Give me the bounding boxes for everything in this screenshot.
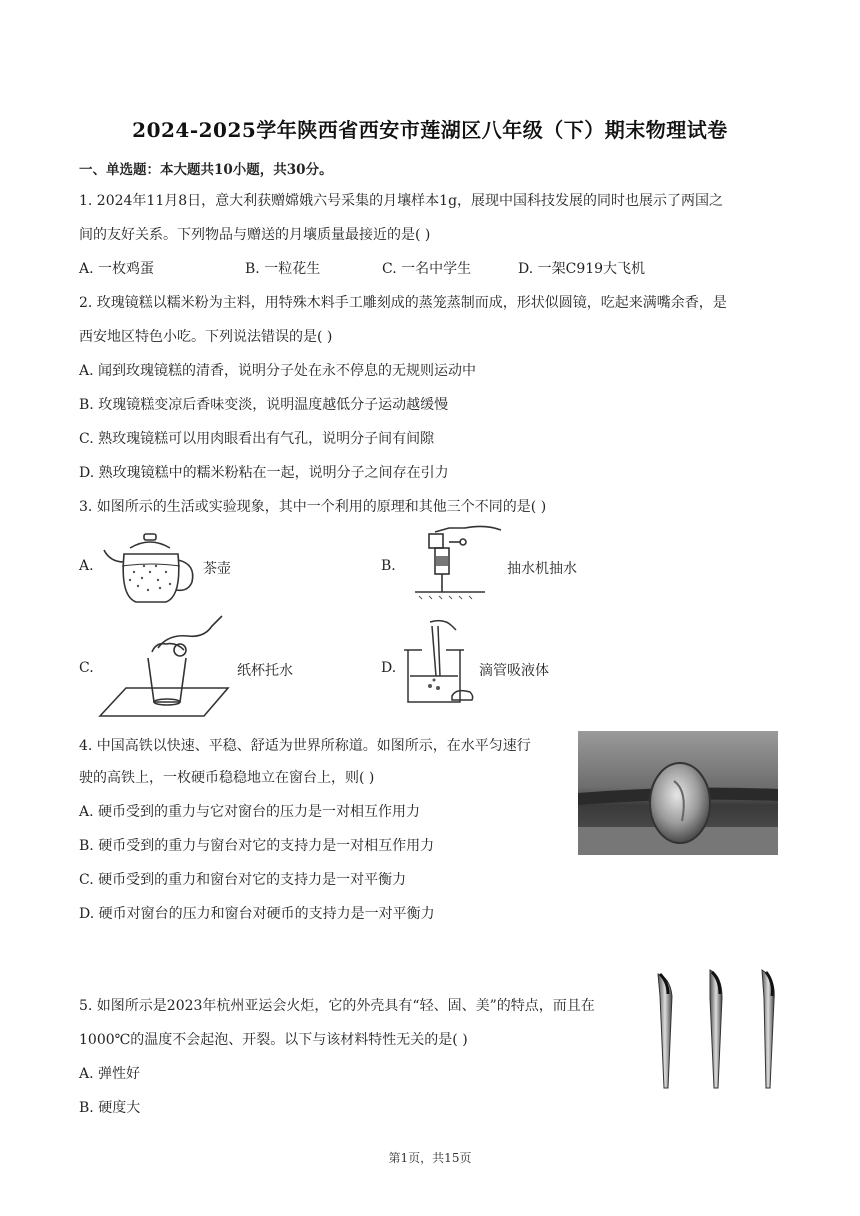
q1-option-c: C. 一名中学生 (382, 261, 472, 277)
torch-2 (710, 970, 722, 1088)
q5-text-line1: 5. 如图所示是2023年杭州亚运会火炬，它的外壳具有“轻、固、美”的特点，而且在 (79, 998, 595, 1014)
teapot-icon (100, 526, 200, 608)
dropper-icon (400, 616, 480, 708)
q3-option-a-label: 茶壶 (203, 561, 231, 577)
q4-text-line2: 驶的高铁上，一枚硬币稳稳地立在窗台上，则( ) (79, 770, 375, 786)
section-heading: 一、单选题：本大题共10小题，共30分。 (79, 162, 333, 178)
q2-option-c: C. 熟玫瑰镜糕可以用肉眼看出有气孔，说明分子间有间隙 (79, 431, 435, 447)
q3-text-line1: 3. 如图所示的生活或实验现象，其中一个利用的原理和其他三个不同的是( ) (79, 499, 547, 515)
paper-cup-icon (96, 612, 232, 720)
q1-text-line1: 1. 2024年11月8日，意大利获赠嫦娥六号采集的月壤样本1g，展现中国科技发展的同时也展示了两国之 (79, 193, 724, 209)
q2-text-line1: 2. 玫瑰镜糕以糯米粉为主料，用特殊木料手工雕刻成的蒸笼蒸制而成，形状似圆镜，吃起来满嘴余香，是 (79, 295, 727, 311)
water-pump-icon (405, 520, 505, 608)
torch-3 (762, 970, 774, 1088)
q4-option-c: C. 硬币受到的重力和窗台对它的支持力是一对平衡力 (79, 872, 407, 888)
q3-option-b-letter: B. (381, 558, 396, 574)
q5-text-line2: 1000℃的温度不会起泡、开裂。以下与该材料特性无关的是( ) (79, 1032, 468, 1048)
page-footer: 第1页，共15页 (388, 1151, 472, 1165)
q1-text-line2: 间的友好关系。下列物品与赠送的月壤质量最接近的是( ) (79, 227, 431, 243)
coin-on-windowsill-image (578, 731, 778, 855)
q1-option-d: D. 一架C919大飞机 (518, 261, 646, 277)
q5-option-b: B. 硬度大 (79, 1100, 141, 1116)
q3-option-d-label: 滴管吸液体 (479, 663, 549, 679)
q4-option-d: D. 硬币对窗台的压力和窗台对硬币的支持力是一对平衡力 (79, 906, 435, 922)
q5-option-a: A. 弹性好 (79, 1066, 141, 1082)
q2-text-line2: 西安地区特色小吃。下列说法错误的是( ) (79, 329, 333, 345)
q2-option-a: A. 闻到玫瑰镜糕的清香，说明分子处在永不停息的无规则运动中 (79, 363, 477, 379)
q3-option-a-letter: A. (79, 558, 94, 574)
q3-option-c-letter: C. (79, 660, 94, 676)
q3-option-b-label: 抽水机抽水 (507, 561, 577, 577)
page-title: 2024-2025学年陕西省西安市莲湖区八年级（下）期末物理试卷 (132, 118, 728, 142)
q1-option-a: A. 一枚鸡蛋 (79, 261, 155, 277)
q2-option-d: D. 熟玫瑰镜糕中的糯米粉粘在一起，说明分子之间存在引力 (79, 465, 449, 481)
q2-option-b: B. 玫瑰镜糕变凉后香味变淡，说明温度越低分子运动越缓慢 (79, 397, 449, 413)
q4-option-a: A. 硬币受到的重力与它对窗台的压力是一对相互作用力 (79, 804, 421, 820)
torch-images (650, 968, 790, 1092)
q4-option-b: B. 硬币受到的重力与窗台对它的支持力是一对相互作用力 (79, 838, 435, 854)
q1-option-b: B. 一粒花生 (245, 261, 321, 277)
torch-1 (658, 974, 672, 1088)
q3-option-c-label: 纸杯托水 (237, 663, 293, 679)
q4-text-line1: 4. 中国高铁以快速、平稳、舒适为世界所称道。如图所示，在水平匀速行 (79, 738, 531, 754)
q3-option-d-letter: D. (381, 660, 397, 676)
